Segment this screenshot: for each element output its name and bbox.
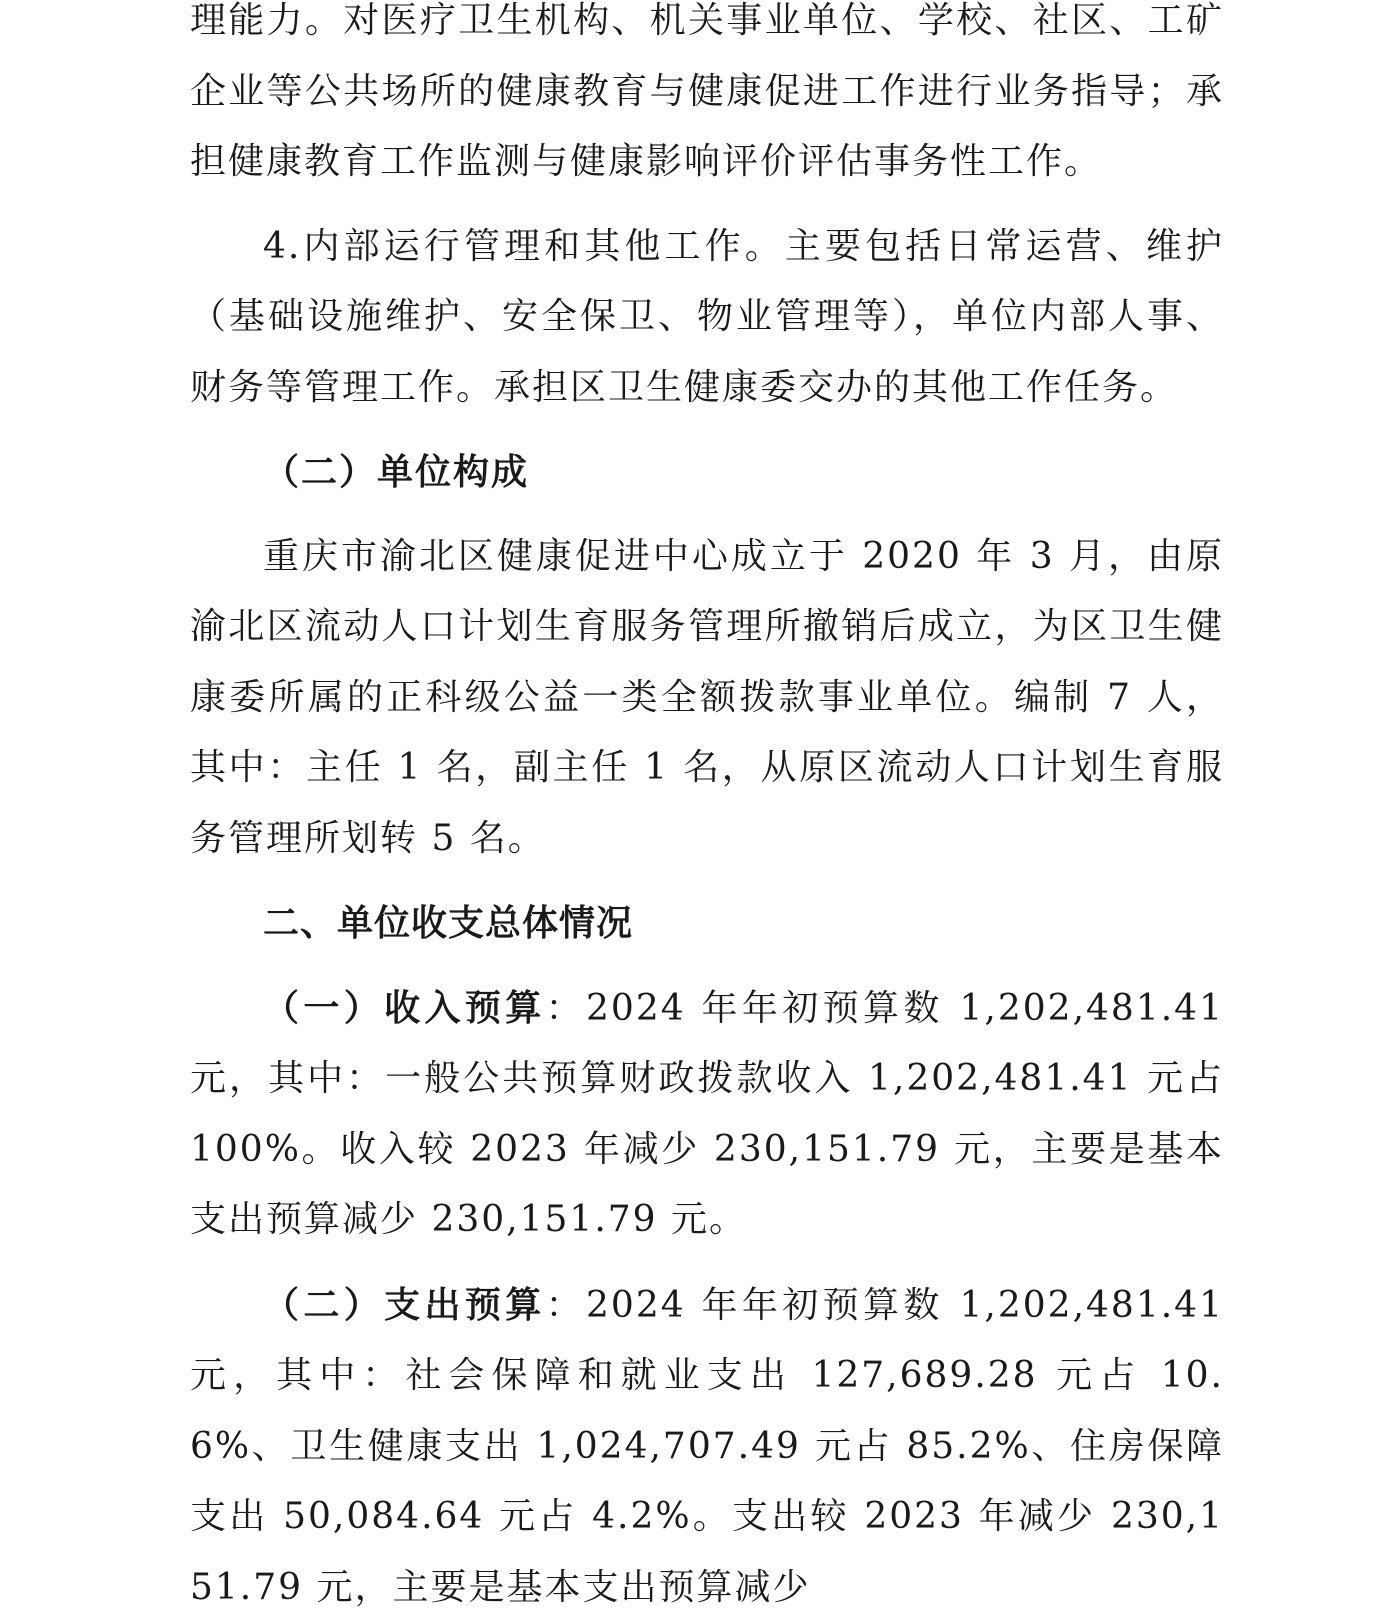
- expense-budget-text: ：2024 年年初预算数 1,202,481.41 元，其中：社会保障和就业支出 127,689.28 元占 10.6%、卫生健康支出 1,024,707.49 元占 85.2%、住房保障支出 50,084.64 元占 4.2%。支出较 2023 年减少 230,151.79 元，主要是基本支出预算减少: [190, 1285, 1224, 1608]
- paragraph-duties-3-continued: 理能力。对医疗卫生机构、机关事业单位、学校、社区、工矿企业等公共场所的健康教育与健康促进工作进行业务指导；承担健康教育工作监测与健康影响评价评估事务性工作。: [190, 0, 1224, 198]
- section-heading-income-expense: 二、单位收支总体情况: [190, 888, 1224, 959]
- paragraph-gap: [190, 198, 1224, 212]
- paragraph-gap: [190, 1256, 1224, 1270]
- income-budget-text: ：2024 年年初预算数 1,202,481.41 元，其中：一般公共预算财政拨款收入 1,202,481.41 元占 100%。收入较 2023 年减少 230,151.79 元，主要是基本支出预算减少 230,151.79 元。: [190, 988, 1224, 1241]
- paragraph-income-budget: [190, 973, 1224, 1256]
- subheading-unit-composition: （二）单位构成: [190, 437, 1224, 508]
- paragraph-gap: [190, 508, 1224, 522]
- paragraph-gap: [190, 959, 1224, 973]
- paragraph-expense-budget: [190, 1270, 1224, 1623]
- expense-budget-label: （二）支出预算: [263, 1284, 546, 1326]
- paragraph-duties-4: 4.内部运行管理和其他工作。主要包括日常运营、维护（基础设施维护、安全保卫、物业管理等），单位内部人事、财务等管理工作。承担区卫生健康委交办的其他工作任务。: [190, 212, 1224, 424]
- paragraph-gap: [190, 423, 1224, 437]
- document-page: [190, 0, 1224, 1623]
- paragraph-unit-composition: 重庆市渝北区健康促进中心成立于 2020 年 3 月，由原渝北区流动人口计划生育服务管理所撤销后成立，为区卫生健康委所属的正科级公益一类全额拨款事业单位。编制 7 人，其中：主任 1 名，副主任 1 名，从原区流动人口计划生育服务管理所划转 5 名。: [190, 522, 1224, 875]
- income-budget-label: （一）收入预算: [263, 987, 546, 1029]
